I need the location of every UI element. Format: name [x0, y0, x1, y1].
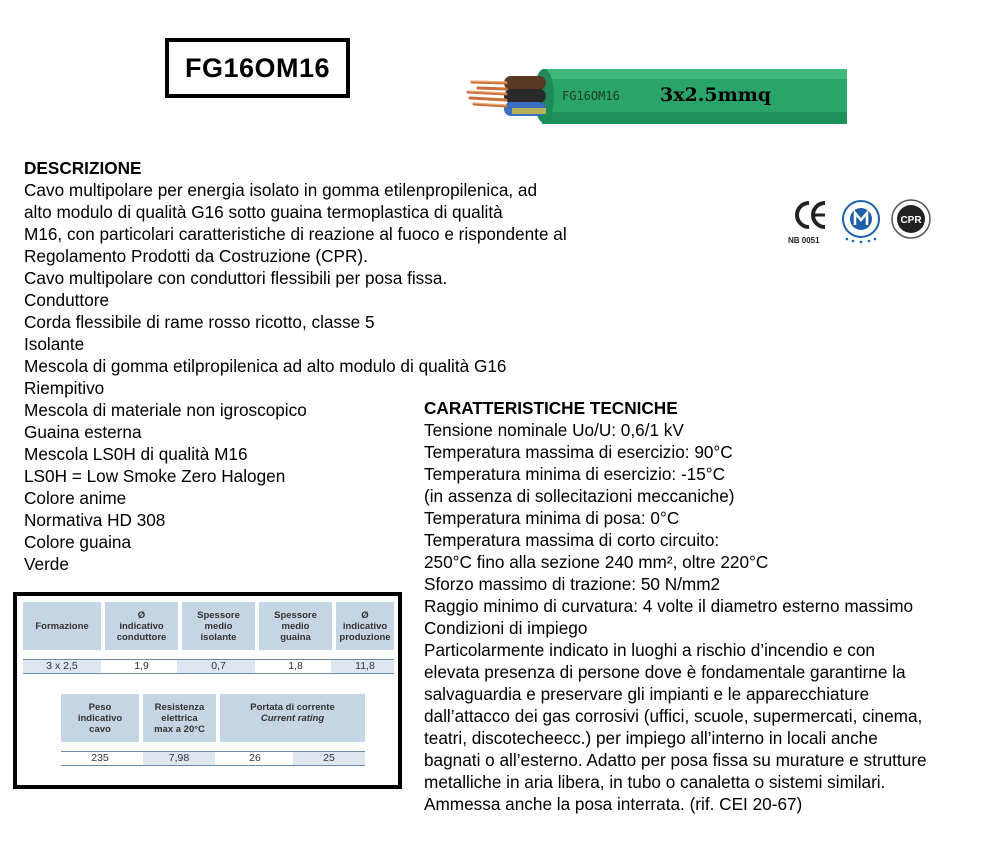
tech-line: salvaguardia e preservare gli impianti e le apparecchiature	[424, 684, 870, 704]
description-line: M16, con particolari caratteristiche di reazione al fuoco e rispondente al	[24, 224, 567, 244]
tech-line: metalliche in aria libera, in tubo o canaletta o sistemi similari.	[424, 772, 886, 792]
description-line: Cavo multipolare per energia isolato in gomma etilenpropilenica, ad	[24, 180, 538, 200]
cable-print-text: FG16OM16	[562, 89, 620, 103]
ce-mark-icon	[797, 203, 825, 227]
description-line: Regolamento Prodotti da Costruzione (CPR).	[24, 246, 368, 266]
tech-line: Temperatura minima di posa: 0°C	[424, 508, 680, 528]
tech-line: Ammessa anche la posa interrata. (rif. CEI 20-67)	[424, 794, 803, 814]
cell-diametro-conduttore: 1,9	[134, 660, 149, 672]
description-line: Verde	[24, 554, 69, 574]
tech-line: Particolarmente indicato in luoghi a rischio d’incendio e con	[424, 640, 875, 660]
description-line: Mescola di gomma etilpropilenica ad alto modulo di qualità G16	[24, 356, 507, 376]
cell-peso: 235	[91, 752, 109, 764]
table-header-peso: Peso indicativo cavo	[61, 694, 139, 742]
description-heading: DESCRIZIONE	[24, 158, 142, 178]
cell-resistenza: 7,98	[168, 752, 190, 764]
description-line: Conduttore	[24, 290, 110, 310]
cable-size-label: 3x2.5mmq	[660, 84, 772, 106]
tech-line: (in assenza di sollecitazioni meccaniche)	[424, 486, 735, 506]
tech-line: elevata presenza di persone dove è fondamentale garantirne la	[424, 662, 906, 682]
table-header-resistenza: Resistenza elettrica max a 20°C	[143, 694, 216, 742]
description-line: Guaina esterna	[24, 422, 142, 442]
specs-table	[13, 592, 402, 789]
product-code: FG16OM16	[184, 52, 331, 83]
description-line: Corda flessibile di rame rosso ricotto, classe 5	[24, 312, 375, 332]
table-row	[23, 659, 394, 674]
table-header-spessore-guaina: Spessore medio guaina	[259, 602, 332, 650]
cell-spessore-guaina: 1,8	[288, 660, 303, 672]
cell-formazione: 3 x 2,5	[46, 660, 78, 672]
description-line: Riempitivo	[24, 378, 105, 398]
description-line: Mescola di materiale non igroscopico	[24, 400, 307, 420]
tech-line: Sforzo massimo di trazione: 50 N/mm2	[424, 574, 721, 594]
table-header-diametro-conduttore: Ø indicativo conduttore	[105, 602, 178, 650]
tech-line: Tensione nominale Uo/U: 0,6/1 kV	[424, 420, 684, 440]
tech-line: 250°C fino alla sezione 240 mm², oltre 220°C	[424, 552, 769, 572]
cpr-seal-icon	[892, 200, 930, 238]
tech-line: Temperatura massima di corto circuito:	[424, 530, 720, 550]
description-line: Colore guaina	[24, 532, 132, 552]
description-line: Isolante	[24, 334, 85, 354]
cell-portata-2: 25	[323, 752, 335, 764]
description-line: alto modulo di qualità G16 sotto guaina termoplastica di qualità	[24, 202, 503, 222]
nb-number: NB 0051	[788, 236, 820, 245]
cpr-label: CPR	[900, 215, 922, 226]
cell-spessore-isolante: 0,7	[211, 660, 226, 672]
tech-heading: CARATTERISTICHE TECNICHE	[424, 398, 678, 418]
description-line: Normativa HD 308	[24, 510, 166, 530]
product-title-box	[165, 38, 350, 98]
fire-performance-seal-icon	[843, 201, 879, 243]
certification-logos	[785, 195, 935, 255]
tech-line: dall’attacco dei gas corrosivi (uffici, scuole, supermercati, cinema,	[424, 706, 923, 726]
table-header-formazione: Formazione	[23, 602, 101, 650]
tech-line: teatri, discotecheecc.) per impiego all’interno in locali anche	[424, 728, 878, 748]
table-header-diametro-produzione: Ø indicativo produzione	[336, 602, 394, 650]
tech-line: Temperatura massima di esercizio: 90°C	[424, 442, 733, 462]
cable-illustration	[462, 62, 848, 130]
table-row	[61, 751, 365, 766]
description-line: Mescola LS0H di qualità M16	[24, 444, 248, 464]
description-line: Colore anime	[24, 488, 127, 508]
description-line: LS0H = Low Smoke Zero Halogen	[24, 466, 286, 486]
table-header-portata: Portata di corrente Current rating	[220, 694, 365, 742]
description-line: Cavo multipolare con conduttori flessibili per posa fissa.	[24, 268, 448, 288]
tech-section	[424, 397, 927, 815]
tech-line: Condizioni di impiego	[424, 618, 588, 638]
table-header-spessore-isolante: Spessore medio isolante	[182, 602, 255, 650]
cell-diametro-produzione: 11,8	[355, 660, 375, 672]
tech-line: bagnati o all’esterno. Adatto per posa fissa su murature e strutture	[424, 750, 927, 770]
cell-portata-1: 26	[249, 752, 261, 764]
tech-line: Temperatura minima di esercizio: -15°C	[424, 464, 726, 484]
tech-line: Raggio minimo di curvatura: 4 volte il diametro esterno massimo	[424, 596, 914, 616]
